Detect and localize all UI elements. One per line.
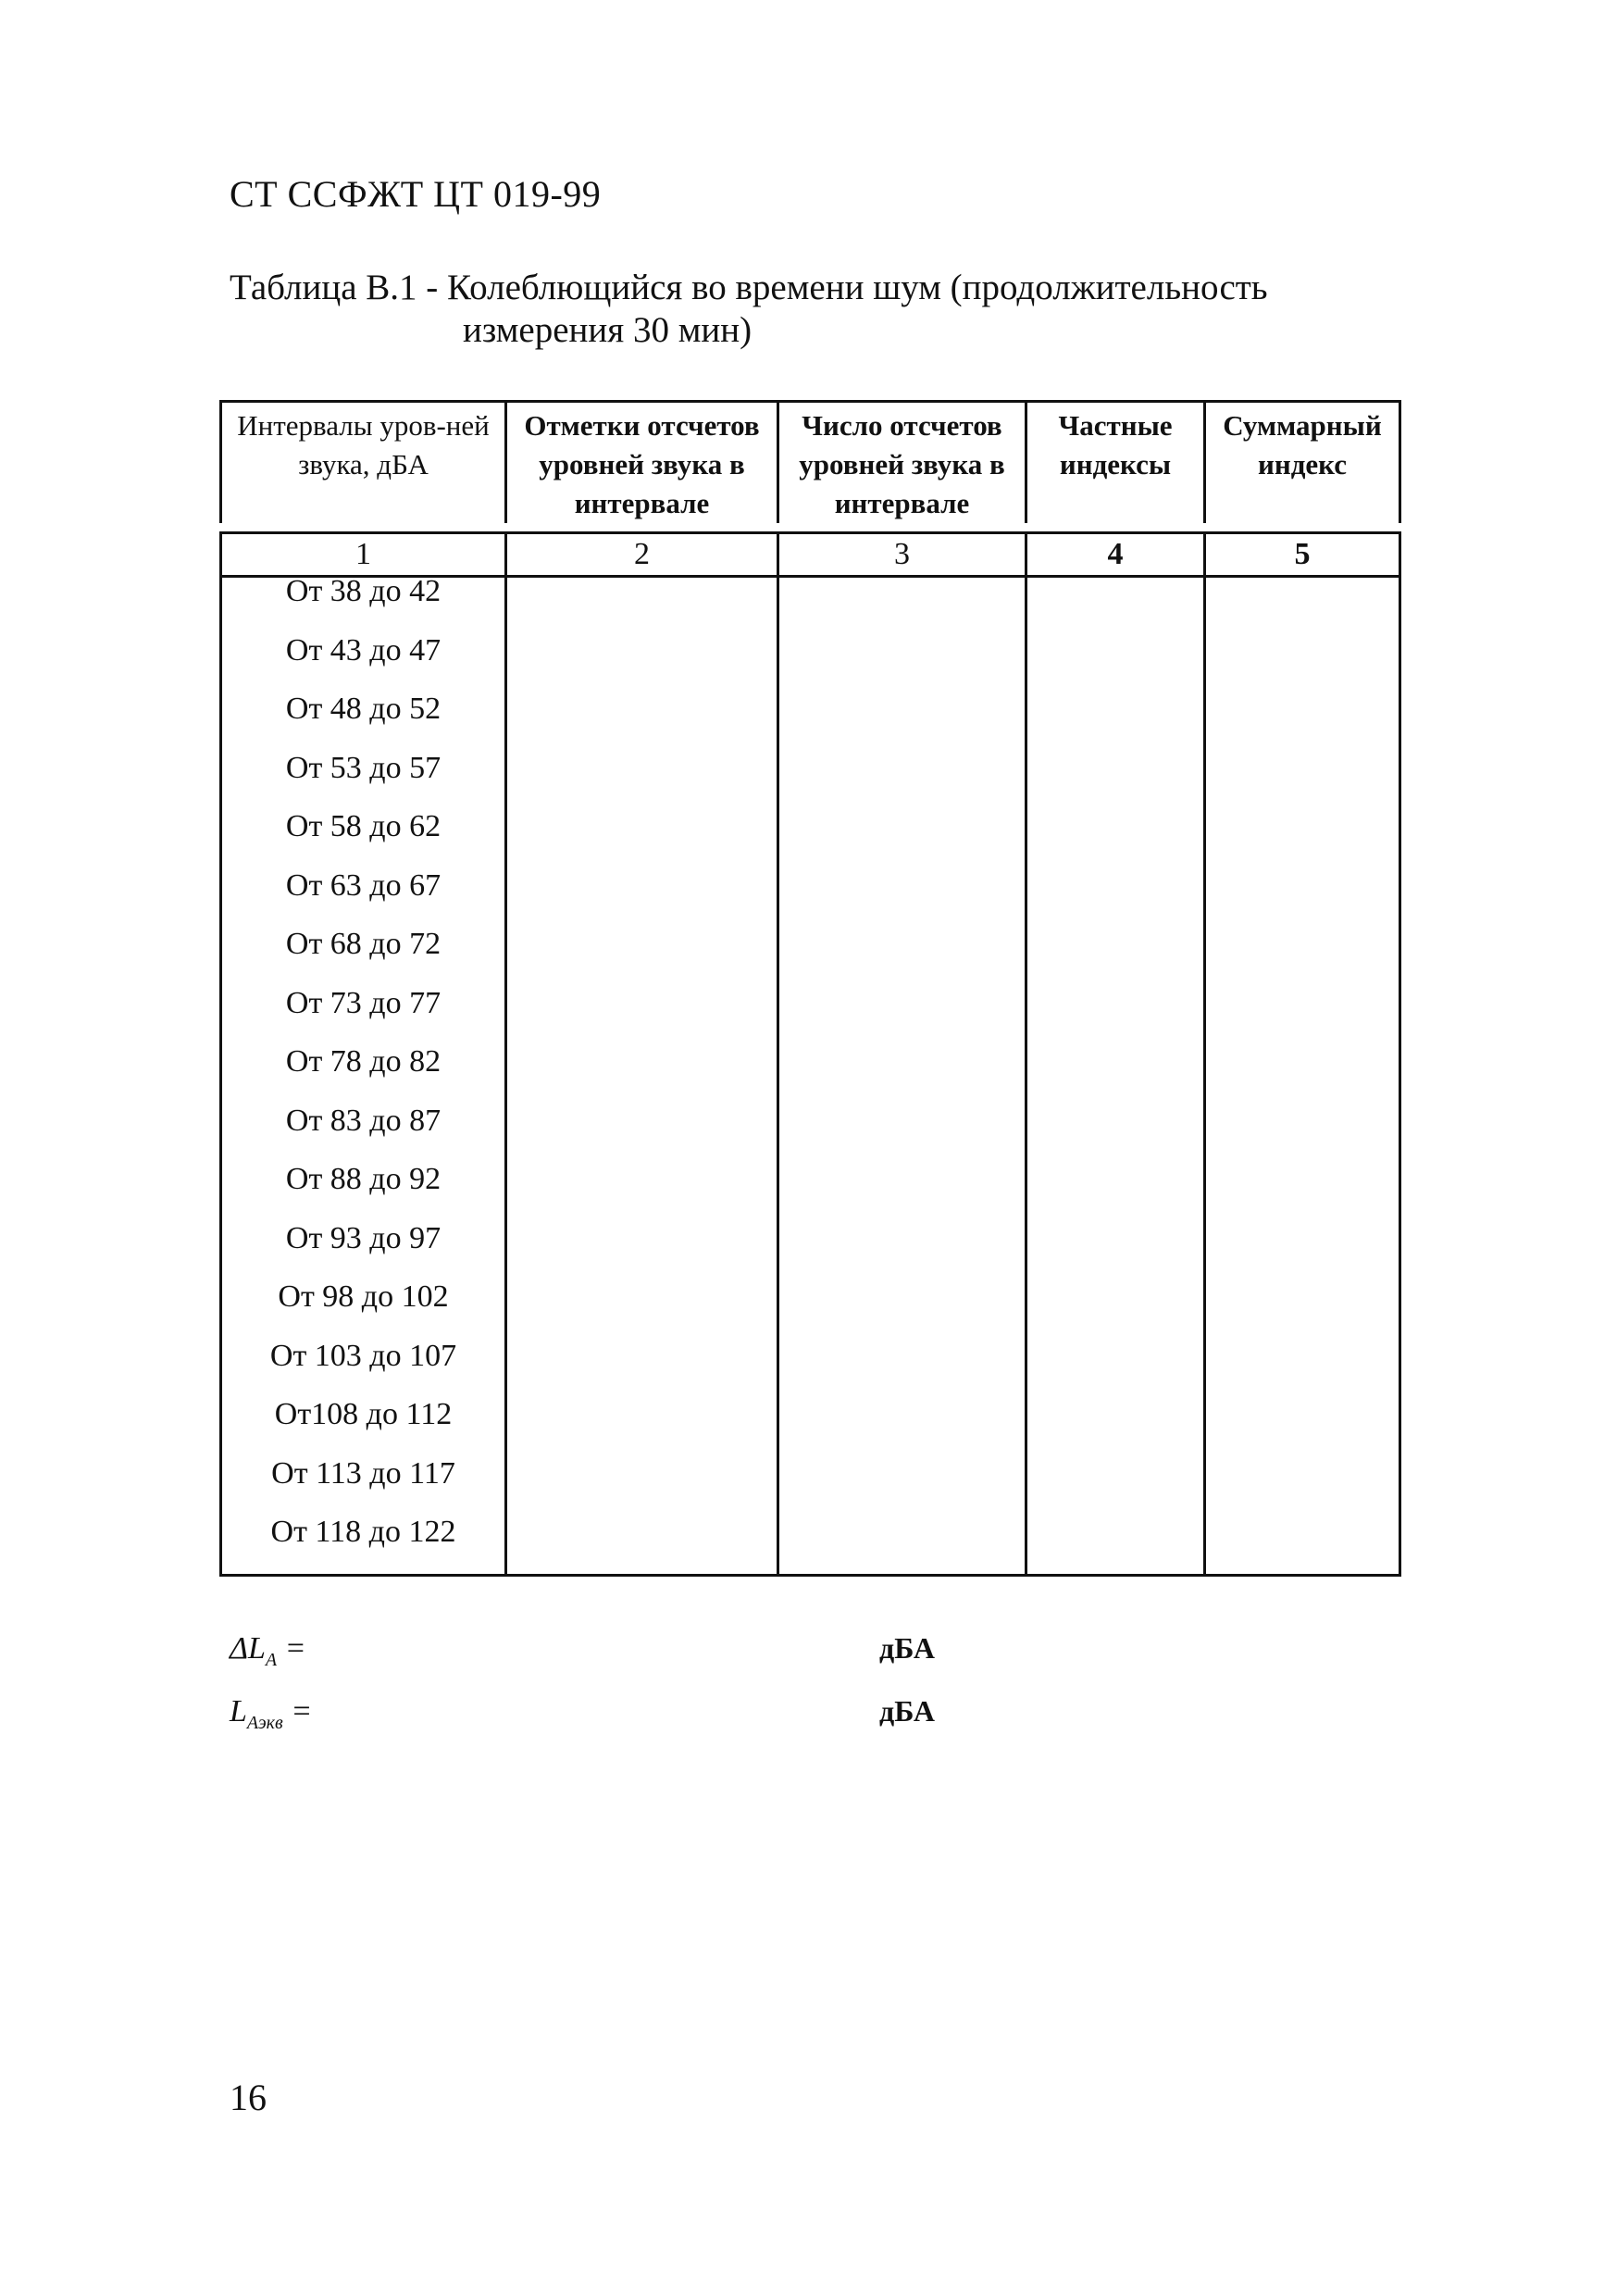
intervals-column [219, 574, 504, 1574]
column-number-row [219, 531, 1401, 578]
interval-item: От 68 до 72 [285, 927, 442, 961]
leq-unit: дБА [879, 1694, 936, 1728]
delta-la-formula [230, 1631, 306, 1671]
interval-item: От 38 до 42 [285, 574, 442, 608]
delta-la-symbol: ΔL [230, 1631, 266, 1666]
interval-item: От 88 до 92 [285, 1162, 442, 1196]
leq-formula [230, 1694, 312, 1734]
interval-item: От 98 до 102 [278, 1279, 449, 1314]
interval-item: От 63 до 67 [285, 867, 442, 903]
caption-line-2: измерения 30 мин) [463, 310, 753, 350]
column-number-3: 3 [777, 534, 1025, 575]
table-header-row [219, 400, 1401, 523]
header-marks: Отметки отсчетов уровней звука в интервале [504, 403, 777, 523]
table-body [219, 574, 1401, 1577]
interval-item: От 58 до 62 [285, 809, 442, 843]
header-total-index: Суммарный индекс [1203, 403, 1401, 523]
header-count: Число отсчетов уровней звука в интервале [777, 403, 1025, 523]
page-number: 16 [230, 2077, 267, 2118]
delta-la-unit: дБА [879, 1631, 936, 1665]
interval-item: От 53 до 57 [285, 750, 442, 785]
document-code: СТ ССФЖТ ЦТ 019-99 [230, 173, 602, 215]
total-index-column [1203, 578, 1401, 1574]
interval-item: От 83 до 87 [285, 1103, 442, 1138]
interval-item: От 93 до 97 [285, 1220, 442, 1255]
column-number-5: 5 [1203, 534, 1401, 575]
interval-item: От108 до 112 [274, 1397, 453, 1431]
interval-item: От 113 до 117 [271, 1455, 455, 1491]
interval-item: От 48 до 52 [285, 692, 442, 726]
count-column [777, 578, 1025, 1574]
marks-column [504, 578, 777, 1574]
column-number-4: 4 [1025, 534, 1203, 575]
leq-subscript: Аэкв [246, 1712, 283, 1733]
column-number-1: 1 [219, 534, 504, 575]
leq-equals: = [291, 1694, 313, 1728]
leq-symbol: L [230, 1694, 247, 1728]
partial-indices-column [1025, 578, 1203, 1574]
caption-line-1: Таблица В.1 - Колеблющийся во времени шум (продолжительность [230, 268, 1268, 307]
table-caption [230, 267, 1433, 352]
interval-item: От 103 до 107 [269, 1338, 457, 1373]
column-number-2: 2 [504, 534, 777, 575]
header-partial-indices: Частные индексы [1025, 403, 1203, 523]
header-intervals: Интервалы уров-ней звука, дБА [219, 403, 504, 523]
interval-item: От 118 до 122 [270, 1515, 456, 1549]
interval-item: От 78 до 82 [285, 1044, 442, 1079]
interval-item: От 43 до 47 [285, 632, 442, 668]
delta-la-equals: = [284, 1631, 306, 1666]
interval-item: От 73 до 77 [285, 985, 442, 1020]
interval-list [222, 574, 504, 1578]
delta-la-subscript: A [265, 1649, 278, 1670]
noise-table [219, 400, 1401, 1577]
